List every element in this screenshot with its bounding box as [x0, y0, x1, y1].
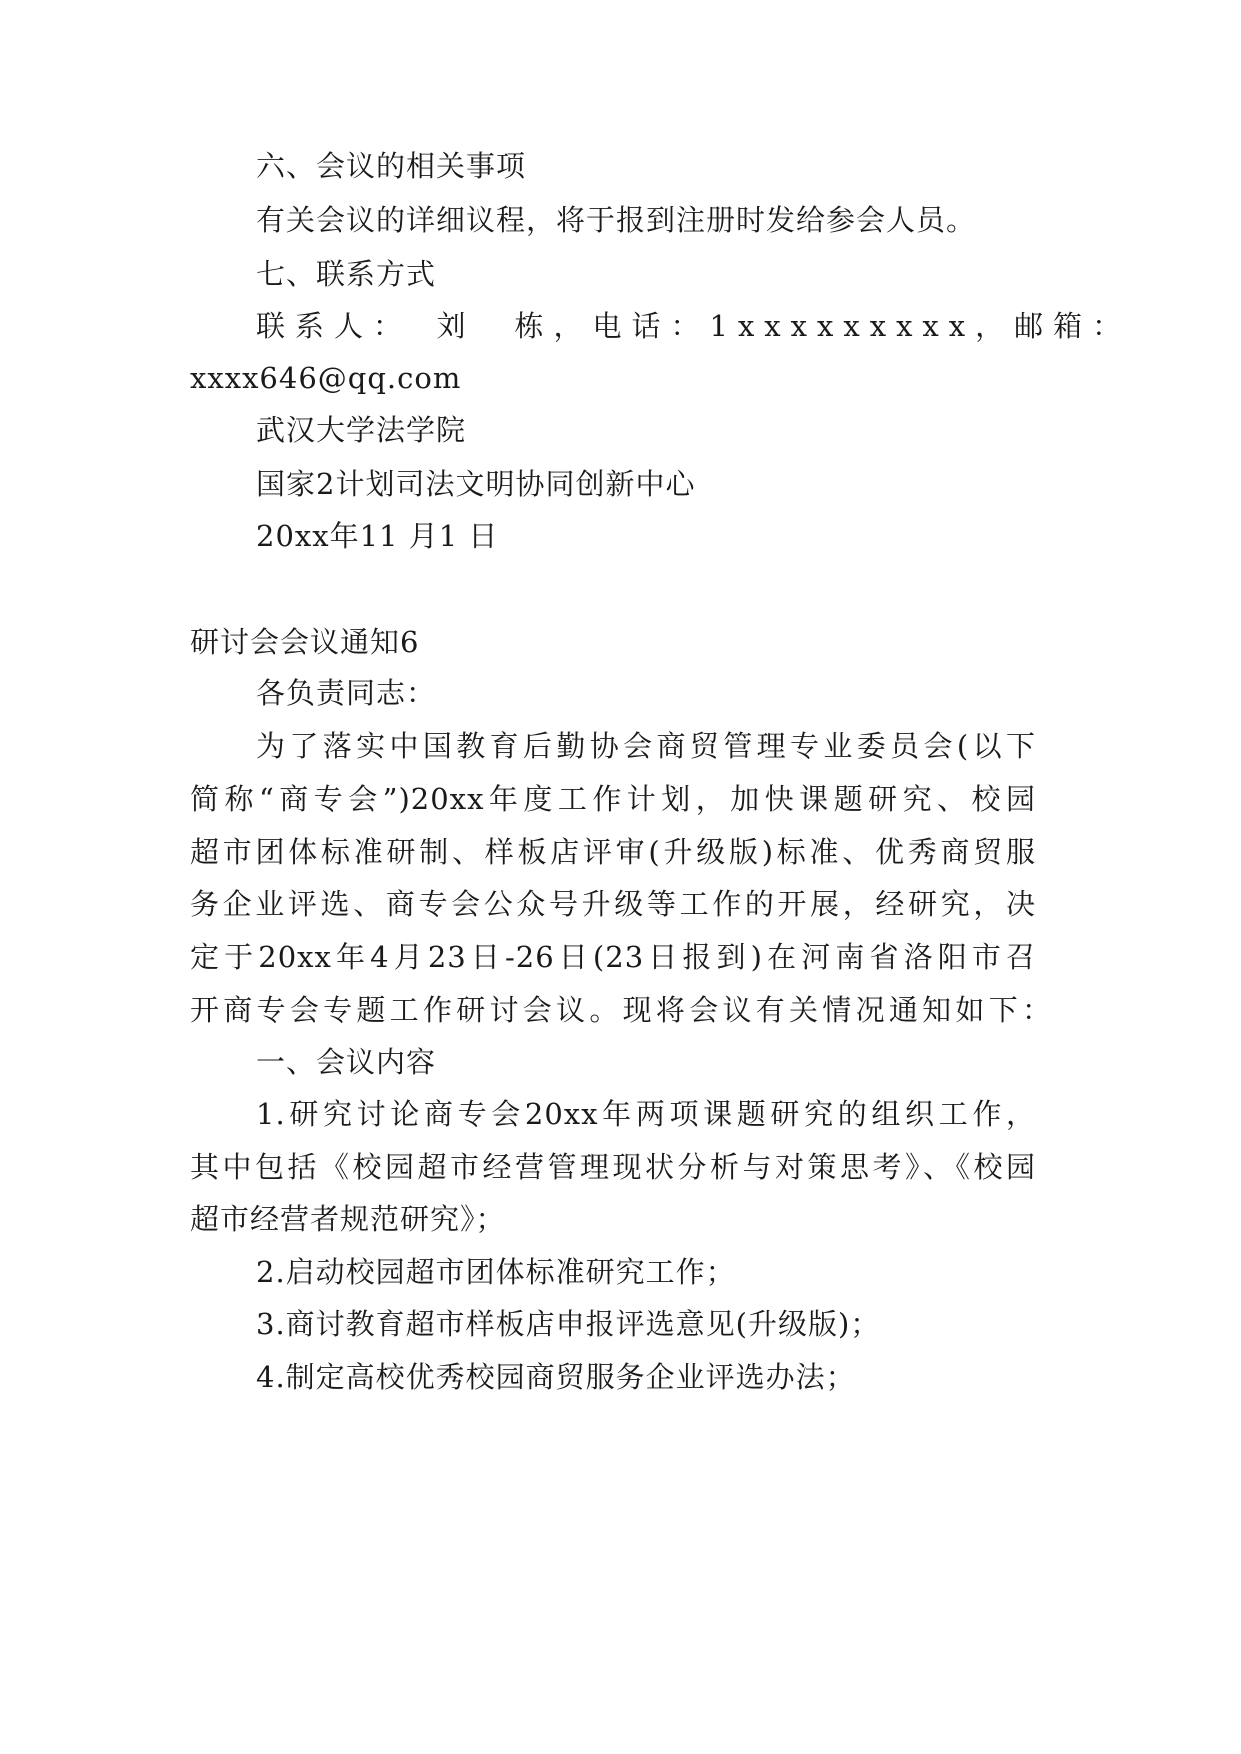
paragraph-line: 务企业评选、商专会公众号升级等工作的开展，经研究，决: [190, 887, 1036, 921]
section6-text: 有关会议的详细议程，将于报到注册时发给参会人员。: [256, 203, 977, 237]
list-item: 1.研究讨论商专会20xx年两项课题研究的组织工作，: [256, 1097, 1036, 1131]
paragraph-line: 为了落实中国教育后勤协会商贸管理专业委员会(以下: [256, 729, 1036, 763]
list-item: 3.商讨教育超市样板店申报评选意见(升级版)；: [256, 1307, 881, 1341]
list-item: 4.制定高校优秀校园商贸服务企业评选办法；: [256, 1360, 856, 1394]
signature-date: 20xx年11 月1 日: [256, 519, 499, 553]
list-item-continuation: 其中包括《校园超市经营管理现状分析与对策思考》、《校园: [190, 1150, 1036, 1184]
contact-email: xxxx646@qq.com: [190, 361, 462, 395]
salutation: 各负责同志：: [256, 676, 437, 710]
section7-heading: 七、联系方式: [256, 257, 437, 291]
section1-heading: 一、会议内容: [256, 1045, 437, 1079]
paragraph-line: 开商专会专题工作研讨会议。现将会议有关情况通知如下：: [190, 993, 1052, 1027]
organization-name: 武汉大学法学院: [256, 413, 467, 447]
paragraph-line: 定于20xx年4月23日-26日(23日报到)在河南省洛阳市召: [190, 940, 1036, 974]
paragraph-line: 简称“商专会”)20xx年度工作计划，加快课题研究、校园: [190, 782, 1036, 816]
paragraph-line: 超市团体标准研制、样板店评审(升级版)标准、优秀商贸服: [190, 835, 1036, 869]
organization-name: 国家2计划司法文明协同创新中心: [256, 467, 696, 501]
list-item-continuation: 超市经营者规范研究》；: [190, 1202, 506, 1236]
list-item: 2.启动校园超市团体标准研究工作；: [256, 1255, 736, 1289]
document-title: 研讨会会议通知6: [190, 625, 420, 659]
section6-heading: 六、会议的相关事项: [256, 149, 527, 183]
contact-line: 联系人： 刘 栋，电话：1xxxxxxxxx，邮箱：: [256, 309, 1132, 343]
